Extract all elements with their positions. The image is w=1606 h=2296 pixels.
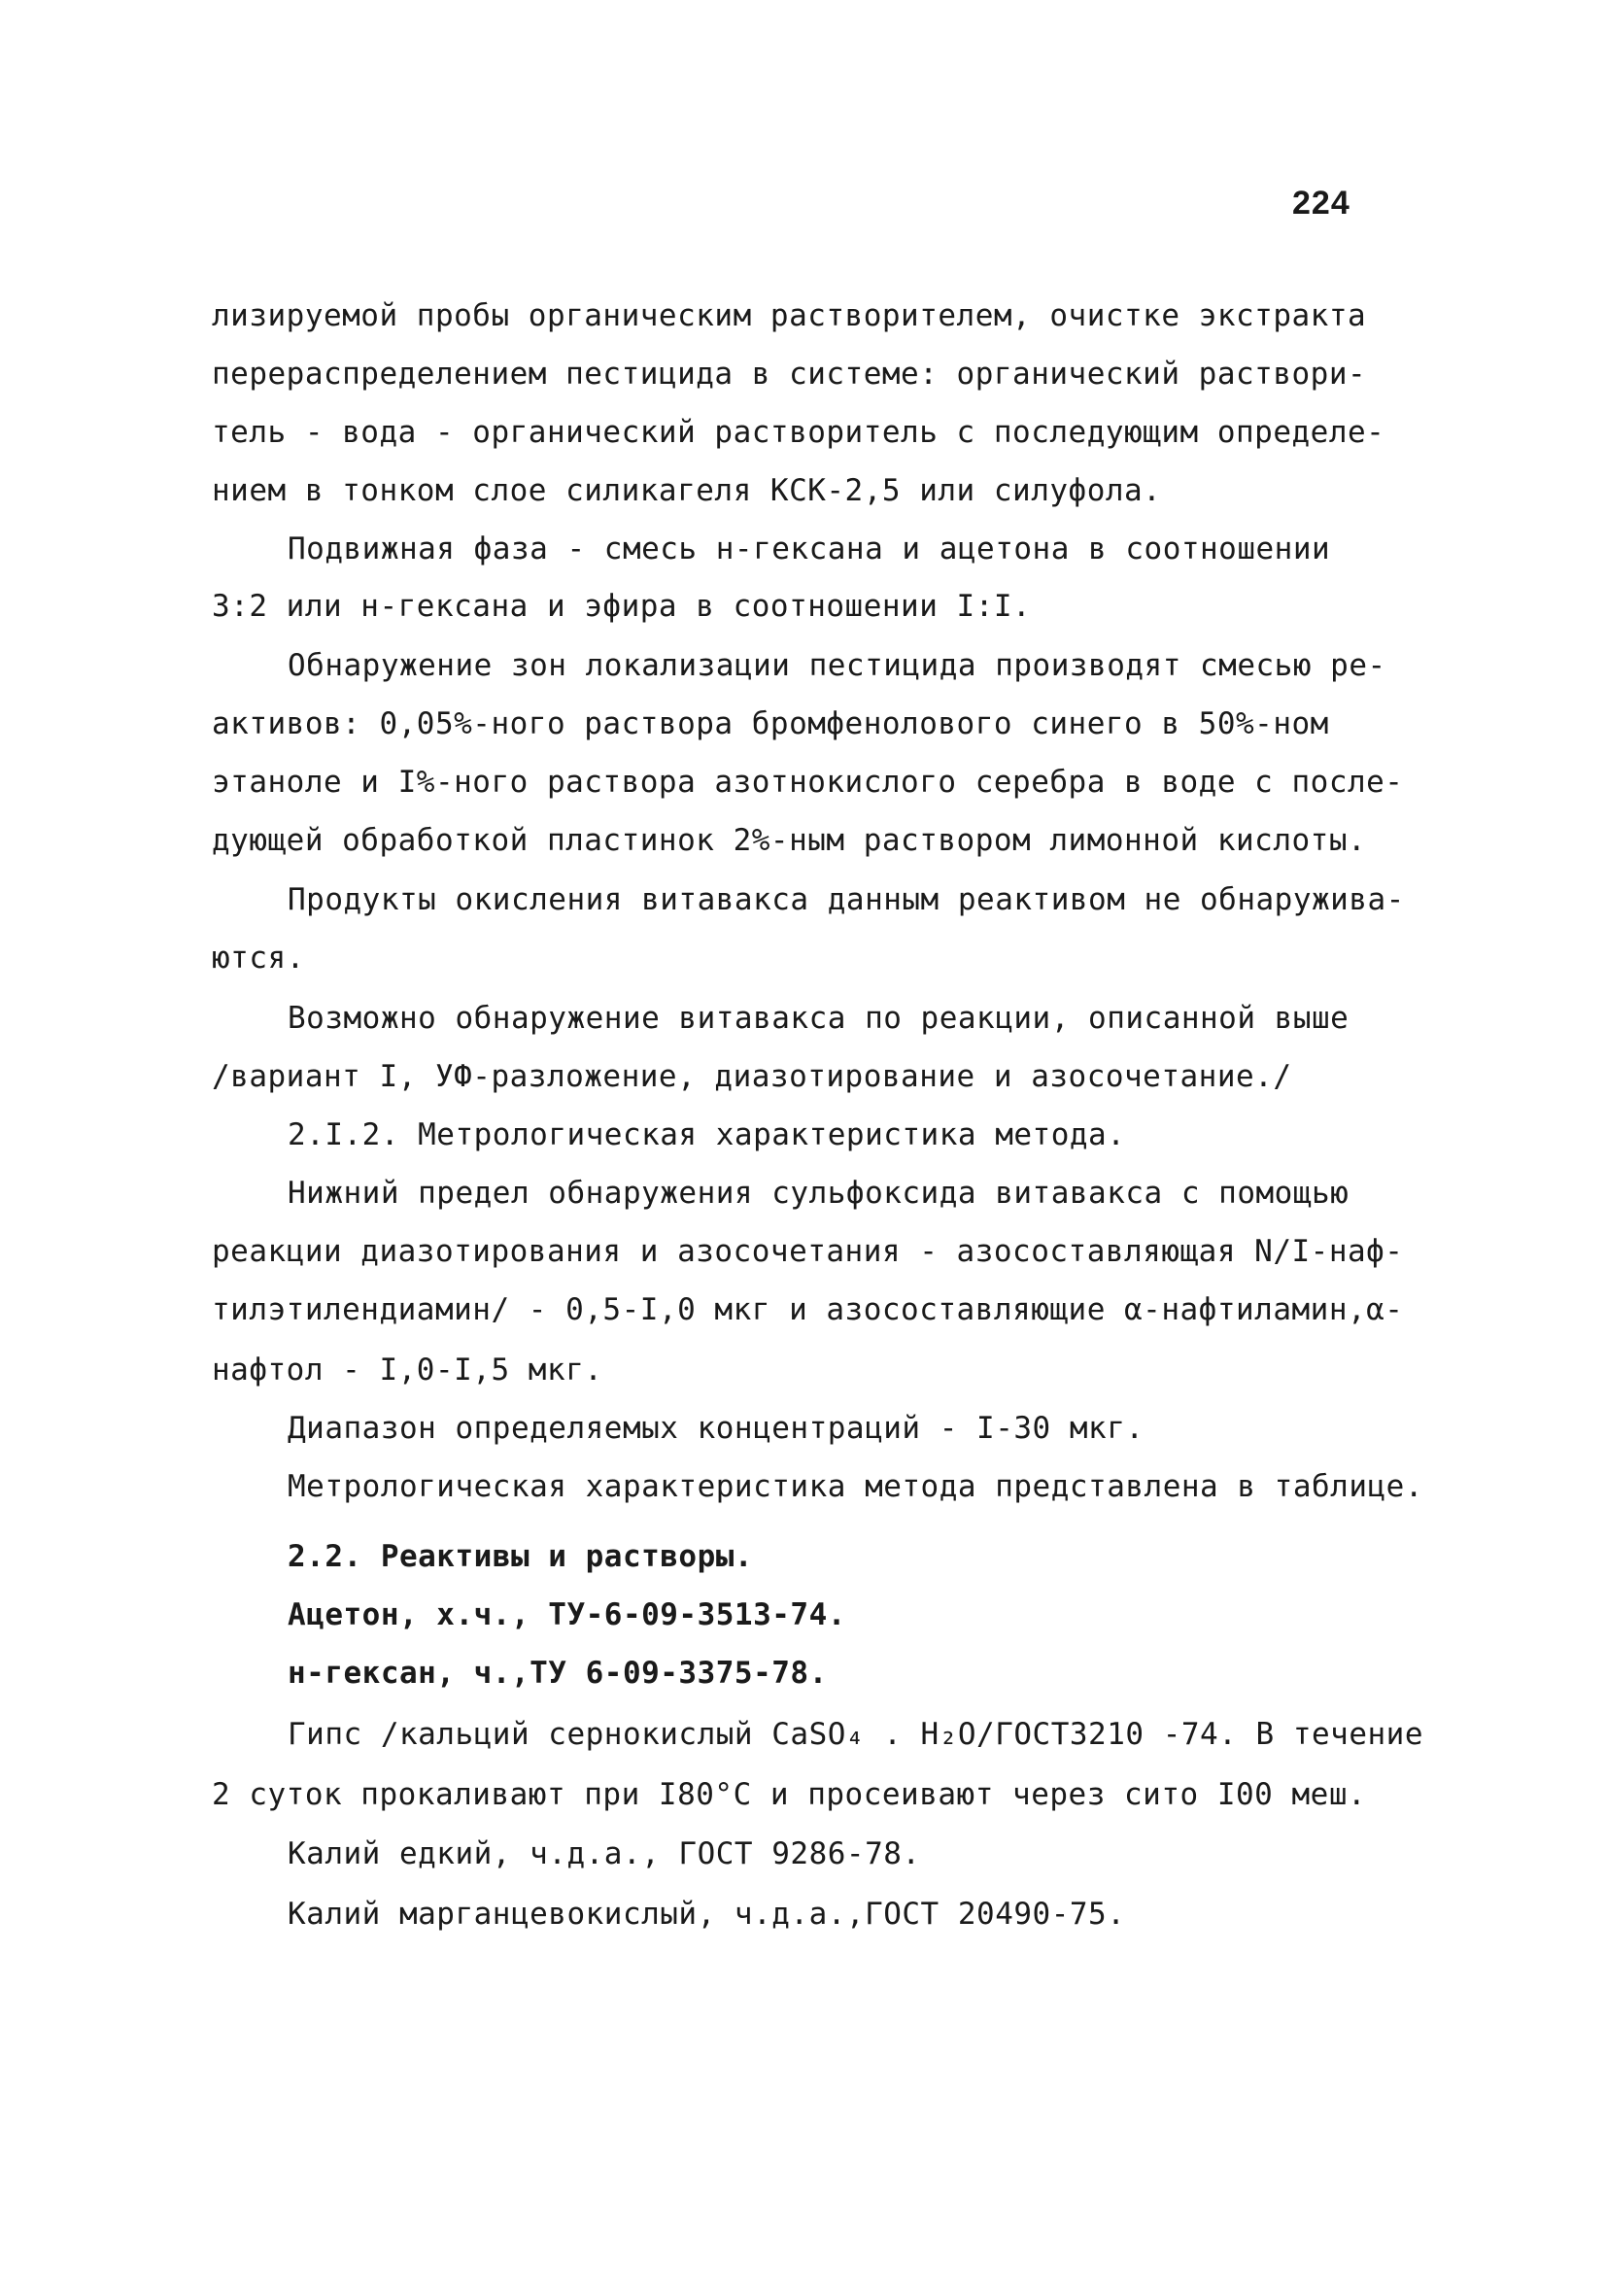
reagent-line: Калий едкий, ч.д.а., ГОСТ 9286-78. bbox=[288, 1836, 921, 1871]
text-line: реакции диазотирования и азосочетания - азосоставляющая N/I-наф- bbox=[212, 1234, 1404, 1269]
text-line: лизируемой пробы органическим растворителем, очистке экстракта bbox=[212, 298, 1367, 333]
section-heading: 2.2. Реактивы и растворы. bbox=[288, 1539, 754, 1574]
text-line: тилэтилендиамин/ - 0,5-I,0 мкг и азосоставляющие α-нафтиламин,α- bbox=[212, 1292, 1404, 1327]
text-line: активов: 0,05%-ного раствора бромфенолового синего в 50%-ном bbox=[212, 706, 1329, 741]
text-line: /вариант I, УФ-разложение, диазотирование и азосочетание./ bbox=[212, 1059, 1292, 1094]
text-line: Метрологическая характеристика метода представлена в таблице. bbox=[288, 1469, 1423, 1504]
page-number: 224 bbox=[1292, 185, 1350, 222]
text-line: этаноле и I%-ного раствора азотнокислого серебра в воде с после- bbox=[212, 765, 1404, 800]
text-line: Возможно обнаружение витавакса по реакции, описанной выше bbox=[288, 1001, 1350, 1036]
text-line: 3:2 или н-гексана и эфира в соотношении I:I. bbox=[212, 589, 1032, 624]
text-line: Обнаружение зон локализации пестицида производят смесью ре- bbox=[288, 648, 1386, 683]
text-line: Нижний предел обнаружения сульфоксида витавакса с помощью bbox=[288, 1176, 1350, 1211]
text-line: ются. bbox=[212, 941, 305, 976]
reagent-line: Гипс /кальций сернокислый CaSO₄ . H₂O/ГОСТ3210 -74. В течение bbox=[288, 1717, 1423, 1752]
text-line: перераспределением пестицида в системе: органический раствори- bbox=[212, 357, 1367, 392]
text-line: Подвижная фаза - смесь н-гексана и ацетона в соотношении bbox=[288, 531, 1331, 566]
text-line: нафтол - I,0-I,5 мкг. bbox=[212, 1353, 603, 1388]
reagent-line: Калий марганцевокислый, ч.д.а.,ГОСТ 20490-75. bbox=[288, 1897, 1126, 1932]
text-line: тель - вода - органический растворитель с последующим определе- bbox=[212, 415, 1385, 450]
section-heading: 2.I.2. Метрологическая характеристика метода. bbox=[288, 1117, 1126, 1152]
text-line: 2 суток прокаливают при I80°C и просеивают через сито I00 меш. bbox=[212, 1777, 1367, 1812]
reagent-line: Ацетон, х.ч., ТУ-6-09-3513-74. bbox=[288, 1597, 846, 1632]
text-line: нием в тонком слое силикагеля КСК-2,5 или силуфола. bbox=[212, 473, 1162, 508]
reagent-line: н-гексан, ч.,ТУ 6-09-3375-78. bbox=[288, 1656, 828, 1691]
text-line: Продукты окисления витавакса данным реактивом не обнаружива- bbox=[288, 882, 1405, 917]
text-line: дующей обработкой пластинок 2%-ным раствором лимонной кислоты. bbox=[212, 823, 1367, 858]
text-line: Диапазон определяемых концентраций - I-30 мкг. bbox=[288, 1411, 1145, 1446]
